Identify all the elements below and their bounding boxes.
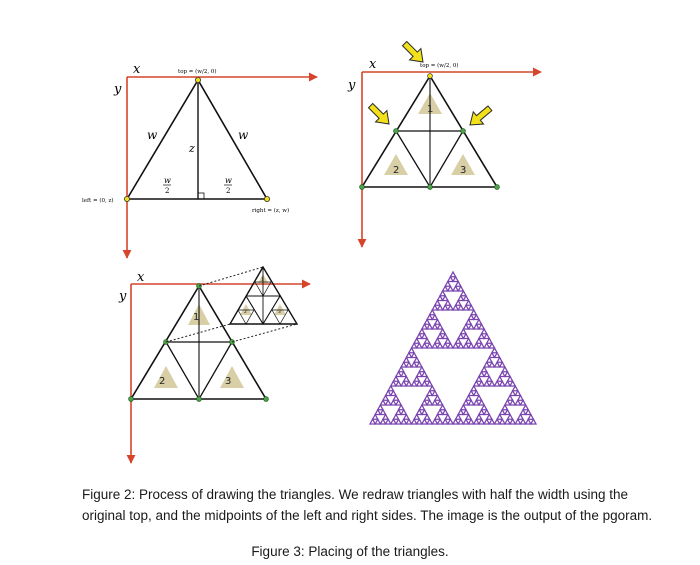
fractal-triangle xyxy=(401,419,406,424)
fractal-triangle xyxy=(520,419,525,424)
panel-3 xyxy=(118,267,310,463)
left-label: left = (0, z) xyxy=(82,198,114,204)
fractal-triangle xyxy=(463,343,468,348)
fractal-triangle xyxy=(469,391,474,396)
fractal-triangle xyxy=(375,419,380,424)
fractal-triangle xyxy=(453,305,458,310)
fractal-triangle xyxy=(507,415,512,420)
y-axis-label: y xyxy=(114,82,122,97)
fractal-triangle xyxy=(393,415,398,420)
fractal-triangle xyxy=(453,419,458,424)
fractal-triangle xyxy=(393,396,398,401)
fractal-triangle xyxy=(417,419,422,424)
fractal-triangle xyxy=(526,419,531,424)
fractal-triangle xyxy=(469,419,474,424)
fractal-triangle xyxy=(471,386,476,391)
inset-number-3: 3 xyxy=(278,310,281,315)
fractal-triangle xyxy=(383,415,388,420)
fractal-triangle xyxy=(427,381,432,386)
fractal-triangle xyxy=(474,400,479,405)
right-angle-mark xyxy=(198,193,204,199)
fractal-triangle xyxy=(461,405,466,410)
fractal-triangle xyxy=(417,410,422,415)
fractal-triangle xyxy=(531,419,536,424)
fractal-triangle xyxy=(466,415,471,420)
fractal-triangle xyxy=(505,381,510,386)
fractal-triangle xyxy=(445,415,450,420)
fractal-triangle xyxy=(458,305,463,310)
fractal-triangle xyxy=(427,391,432,396)
fractal-triangle xyxy=(507,396,512,401)
fractal-triangle xyxy=(500,362,505,367)
node xyxy=(394,129,399,134)
fractal-triangle xyxy=(412,343,417,348)
fractal-triangle xyxy=(445,301,450,306)
fractal-triangle xyxy=(424,396,429,401)
fractal-triangle xyxy=(435,339,440,344)
fractal-triangle xyxy=(484,419,489,424)
fractal-triangle xyxy=(456,282,461,287)
fractal-triangle xyxy=(396,381,401,386)
fractal-triangle xyxy=(513,386,518,391)
fractal-triangle xyxy=(528,415,533,420)
fractal-triangle xyxy=(520,400,525,405)
fractal-triangle xyxy=(417,372,422,377)
fractal-triangle xyxy=(417,381,422,386)
y-axis-label: y xyxy=(119,289,127,304)
fractal-triangle xyxy=(435,396,440,401)
fractal-triangle xyxy=(450,272,455,277)
fractal-triangle xyxy=(482,367,487,372)
fractal-triangle xyxy=(487,377,492,382)
fractal-triangle xyxy=(505,410,510,415)
fractal-triangle xyxy=(495,362,500,367)
fractal-triangle xyxy=(443,334,448,339)
fractal-triangle xyxy=(515,419,520,424)
fractal-triangle xyxy=(463,334,468,339)
triangle-number-1: 1 xyxy=(193,312,200,323)
fractal-triangle xyxy=(463,324,468,329)
fractal-triangle xyxy=(479,324,484,329)
triangle-number-3: 3 xyxy=(225,376,232,387)
right-label: right = (z, w) xyxy=(252,208,290,214)
fractal-triangle xyxy=(463,419,468,424)
fractal-triangle xyxy=(417,362,422,367)
fractal-triangle xyxy=(388,386,393,391)
fractal-triangle xyxy=(448,277,453,282)
fractal-triangle xyxy=(471,310,476,315)
node xyxy=(495,185,500,190)
fractal-triangle xyxy=(414,358,419,363)
fractal-triangle xyxy=(500,419,505,424)
fractal-triangle xyxy=(406,353,411,358)
fractal-triangle xyxy=(432,324,437,329)
fractal-triangle xyxy=(396,372,401,377)
fractal-triangle xyxy=(419,405,424,410)
fractal-triangle xyxy=(440,291,445,296)
fractal-triangle xyxy=(526,410,531,415)
fractal-triangle xyxy=(373,415,378,420)
fractal-triangle xyxy=(443,305,448,310)
fractal-triangle xyxy=(396,400,401,405)
inset-number-1: 1 xyxy=(261,278,264,283)
fractal-triangle xyxy=(476,415,481,420)
fractal-triangle xyxy=(448,305,453,310)
fractal-triangle xyxy=(432,419,437,424)
top-label: top = (w/2, 0) xyxy=(178,69,217,75)
fractal-triangle xyxy=(427,343,432,348)
fill-triangle-3 xyxy=(220,366,244,388)
fractal-triangle xyxy=(456,339,461,344)
fractal-triangle xyxy=(497,377,502,382)
fractal-triangle xyxy=(474,343,479,348)
fractal-triangle xyxy=(424,377,429,382)
fractal-triangle xyxy=(510,381,515,386)
fractal-triangle xyxy=(391,400,396,405)
fractal-triangle xyxy=(466,396,471,401)
fractal-triangle xyxy=(422,419,427,424)
fractal-triangle xyxy=(437,419,442,424)
fractal-triangle xyxy=(497,358,502,363)
fractal-triangle xyxy=(469,400,474,405)
fractal-triangle xyxy=(489,353,494,358)
fractal-triangle xyxy=(445,339,450,344)
fractal-triangle xyxy=(495,353,500,358)
fractal-triangle xyxy=(375,410,380,415)
fractal-triangle xyxy=(502,405,507,410)
fractal-triangle xyxy=(380,410,385,415)
fractal-triangle xyxy=(448,343,453,348)
fractal-triangle xyxy=(487,415,492,420)
fractal-triangle xyxy=(453,277,458,282)
fractal-triangle xyxy=(432,343,437,348)
panel-4-sierpinski-fractal xyxy=(370,272,536,424)
left-half-fraction xyxy=(163,176,171,195)
fractal-triangle xyxy=(370,419,375,424)
figure-2-caption: Figure 2: Process of drawing the triangles. We redraw triangles with half the width using the original top, and the midpoints of the left and right sides. The image is the output of the pgoram. xyxy=(82,487,653,523)
fill-triangle-2 xyxy=(154,366,178,388)
fractal-triangle xyxy=(424,320,429,325)
fractal-triangle xyxy=(404,358,409,363)
fractal-triangle xyxy=(505,400,510,405)
fractal-triangle xyxy=(427,419,432,424)
fractal-triangle xyxy=(412,362,417,367)
fractal-triangle xyxy=(427,324,432,329)
fractal-triangle xyxy=(466,320,471,325)
fractal-triangle xyxy=(500,410,505,415)
fractal-triangle xyxy=(422,334,427,339)
height-label: z xyxy=(189,142,195,155)
fractal-triangle xyxy=(474,315,479,320)
fractal-triangle xyxy=(461,291,466,296)
fractal-triangle xyxy=(489,362,494,367)
node xyxy=(360,185,365,190)
fractal-triangle xyxy=(443,343,448,348)
fractal-triangle xyxy=(404,377,409,382)
fractal-triangle xyxy=(401,372,406,377)
fractal-triangle xyxy=(419,367,424,372)
fractal-triangle xyxy=(479,410,484,415)
fractal-triangle xyxy=(463,400,468,405)
pointer-arrow-right-icon xyxy=(465,102,495,131)
fractal-triangle xyxy=(422,400,427,405)
fractal-triangle xyxy=(474,324,479,329)
fractal-triangle xyxy=(401,410,406,415)
fractal-triangle xyxy=(495,381,500,386)
fractal-triangle xyxy=(404,415,409,420)
fractal-triangle xyxy=(479,343,484,348)
fractal-triangle xyxy=(383,396,388,401)
fractal-triangle xyxy=(458,296,463,301)
fractal-triangle xyxy=(412,353,417,358)
fractal-triangle xyxy=(386,391,391,396)
fractal-triangle xyxy=(510,400,515,405)
fractal-triangle xyxy=(518,396,523,401)
fractal-triangle xyxy=(437,400,442,405)
right-node xyxy=(264,196,269,201)
figure-3-caption: Figure 3: Placing of the triangles. xyxy=(251,544,449,559)
fractal-triangle xyxy=(412,419,417,424)
fractal-triangle xyxy=(479,334,484,339)
fractal-triangle xyxy=(482,405,487,410)
fractal-triangle xyxy=(500,381,505,386)
fractal-triangle xyxy=(443,296,448,301)
fractal-triangle xyxy=(417,343,422,348)
fractal-triangle xyxy=(391,419,396,424)
fractal-triangle xyxy=(437,334,442,339)
fractal-triangle xyxy=(440,405,445,410)
fractal-triangle xyxy=(458,334,463,339)
fractal-triangle xyxy=(430,310,435,315)
fractal-triangle xyxy=(463,305,468,310)
node xyxy=(428,185,433,190)
fractal-triangle xyxy=(430,386,435,391)
fractal-triangle xyxy=(435,301,440,306)
fractal-triangle xyxy=(396,410,401,415)
fractal-triangle xyxy=(479,372,484,377)
fractal-triangle xyxy=(505,419,510,424)
numerator: w xyxy=(225,176,232,185)
fractal-triangle xyxy=(448,286,453,291)
fractal-triangle xyxy=(386,400,391,405)
fractal-triangle xyxy=(409,348,414,353)
right-side-label: w xyxy=(238,128,249,142)
fractal-triangle xyxy=(424,415,429,420)
triangle-number-1: 1 xyxy=(427,104,434,115)
fractal-triangle xyxy=(507,377,512,382)
fractal-triangle xyxy=(391,391,396,396)
fractal-triangle xyxy=(474,381,479,386)
fractal-triangle xyxy=(476,377,481,382)
fractal-triangle xyxy=(414,377,419,382)
fractal-triangle xyxy=(476,396,481,401)
fractal-triangle xyxy=(469,324,474,329)
fractal-triangle xyxy=(479,381,484,386)
fractal-triangle xyxy=(463,410,468,415)
fractal-triangle xyxy=(453,343,458,348)
x-axis-label: x xyxy=(133,62,141,77)
top-node xyxy=(195,77,200,82)
fractal-triangle xyxy=(466,301,471,306)
fractal-triangle xyxy=(440,329,445,334)
fractal-triangle xyxy=(380,400,385,405)
fractal-triangle xyxy=(435,415,440,420)
fractal-triangle xyxy=(489,381,494,386)
fractal-triangle xyxy=(437,410,442,415)
fractal-triangle xyxy=(448,419,453,424)
fractal-triangle xyxy=(401,362,406,367)
fractal-triangle xyxy=(484,362,489,367)
fractal-triangle xyxy=(489,419,494,424)
y-axis-label: y xyxy=(348,78,356,93)
fractal-triangle xyxy=(510,419,515,424)
fractal-triangle xyxy=(417,334,422,339)
denominator: 2 xyxy=(226,187,231,195)
fractal-triangle xyxy=(463,296,468,301)
fractal-triangle xyxy=(445,282,450,287)
fractal-triangle xyxy=(489,343,494,348)
node xyxy=(129,397,134,402)
fractal-triangle xyxy=(437,324,442,329)
fractal-triangle xyxy=(502,367,507,372)
fractal-triangle xyxy=(437,305,442,310)
fractal-triangle xyxy=(422,343,427,348)
fractal-triangle xyxy=(406,419,411,424)
fractal-triangle xyxy=(474,391,479,396)
fractal-triangle xyxy=(458,286,463,291)
fractal-triangle xyxy=(520,410,525,415)
zoom-inset xyxy=(230,267,297,324)
fractal-triangle xyxy=(484,381,489,386)
fractal-triangle xyxy=(466,339,471,344)
fractal-triangle xyxy=(393,377,398,382)
fractal-triangle xyxy=(484,410,489,415)
fractal-triangle xyxy=(399,405,404,410)
fractal-triangle xyxy=(412,381,417,386)
fractal-triangle xyxy=(422,372,427,377)
fractal-triangle xyxy=(515,391,520,396)
fractal-triangle xyxy=(427,315,432,320)
fractal-triangle xyxy=(500,372,505,377)
fractal-triangle xyxy=(432,400,437,405)
fractal-triangle xyxy=(476,320,481,325)
fractal-triangle xyxy=(469,305,474,310)
fractal-triangle xyxy=(523,405,528,410)
fractal-triangle xyxy=(378,405,383,410)
fractal-triangle xyxy=(427,400,432,405)
fractal-triangle xyxy=(401,381,406,386)
x-axis-label: x xyxy=(369,57,377,72)
top-label: top = (w/2, 0) xyxy=(420,63,459,69)
fractal-triangle xyxy=(453,286,458,291)
panel-2 xyxy=(347,38,541,247)
fractal-triangle xyxy=(414,339,419,344)
fractal-triangle xyxy=(414,415,419,420)
node xyxy=(264,397,269,402)
fractal-triangle xyxy=(399,367,404,372)
fractal-triangle xyxy=(484,334,489,339)
fractal-triangle xyxy=(406,362,411,367)
x-axis-label: x xyxy=(137,270,145,285)
left-node xyxy=(124,196,129,201)
left-side-label: w xyxy=(147,128,158,142)
fractal-triangle xyxy=(505,372,510,377)
fractal-triangle xyxy=(432,315,437,320)
fractal-triangle xyxy=(435,320,440,325)
fractal-triangle xyxy=(474,419,479,424)
fractal-triangle xyxy=(456,301,461,306)
node xyxy=(461,129,466,134)
fractal-triangle xyxy=(458,419,463,424)
triangle-number-2: 2 xyxy=(159,376,166,387)
fractal-triangle xyxy=(482,329,487,334)
fractal-triangle xyxy=(432,391,437,396)
fractal-triangle xyxy=(469,315,474,320)
fractal-triangle xyxy=(432,305,437,310)
triangle-number-2: 2 xyxy=(393,165,400,176)
fractal-triangle xyxy=(458,343,463,348)
fractal-triangle xyxy=(510,391,515,396)
fractal-triangle xyxy=(424,339,429,344)
fractal-triangle xyxy=(495,419,500,424)
denominator: 2 xyxy=(165,187,170,195)
fractal-triangle xyxy=(518,415,523,420)
fractal-triangle xyxy=(419,329,424,334)
right-half-fraction xyxy=(224,176,232,195)
fractal-triangle xyxy=(422,324,427,329)
fractal-triangle xyxy=(479,419,484,424)
numerator: w xyxy=(164,176,171,185)
fractal-triangle xyxy=(391,381,396,386)
fractal-triangle xyxy=(437,296,442,301)
fractal-triangle xyxy=(497,415,502,420)
zoom-connector-line xyxy=(166,324,230,342)
zoom-connector-line xyxy=(232,324,297,342)
fractal-triangle xyxy=(484,343,489,348)
fractal-triangle xyxy=(443,419,448,424)
inset-number-2: 2 xyxy=(244,310,247,315)
panel-1 xyxy=(82,62,317,258)
fractal-triangle xyxy=(443,410,448,415)
pointer-arrow-left-icon xyxy=(365,100,395,130)
fractal-triangle xyxy=(422,410,427,415)
fractal-triangle xyxy=(406,381,411,386)
fractal-triangle xyxy=(437,343,442,348)
fractal-triangle xyxy=(469,343,474,348)
fractal-triangle xyxy=(380,419,385,424)
top-node xyxy=(428,74,433,79)
fractal-triangle xyxy=(396,419,401,424)
fractal-triangle xyxy=(443,286,448,291)
fractal-triangle xyxy=(458,410,463,415)
triangle-number-3: 3 xyxy=(460,165,467,176)
node xyxy=(197,397,202,402)
fractal-triangle xyxy=(456,415,461,420)
fractal-triangle xyxy=(479,400,484,405)
fractal-triangle xyxy=(422,381,427,386)
fractal-triangle xyxy=(386,419,391,424)
fractal-triangle xyxy=(484,372,489,377)
fractal-triangle xyxy=(487,358,492,363)
fractal-triangle xyxy=(476,339,481,344)
fractal-triangle xyxy=(487,339,492,344)
fractal-triangle xyxy=(515,400,520,405)
fractal-triangle xyxy=(492,348,497,353)
fractal-triangle xyxy=(461,329,466,334)
